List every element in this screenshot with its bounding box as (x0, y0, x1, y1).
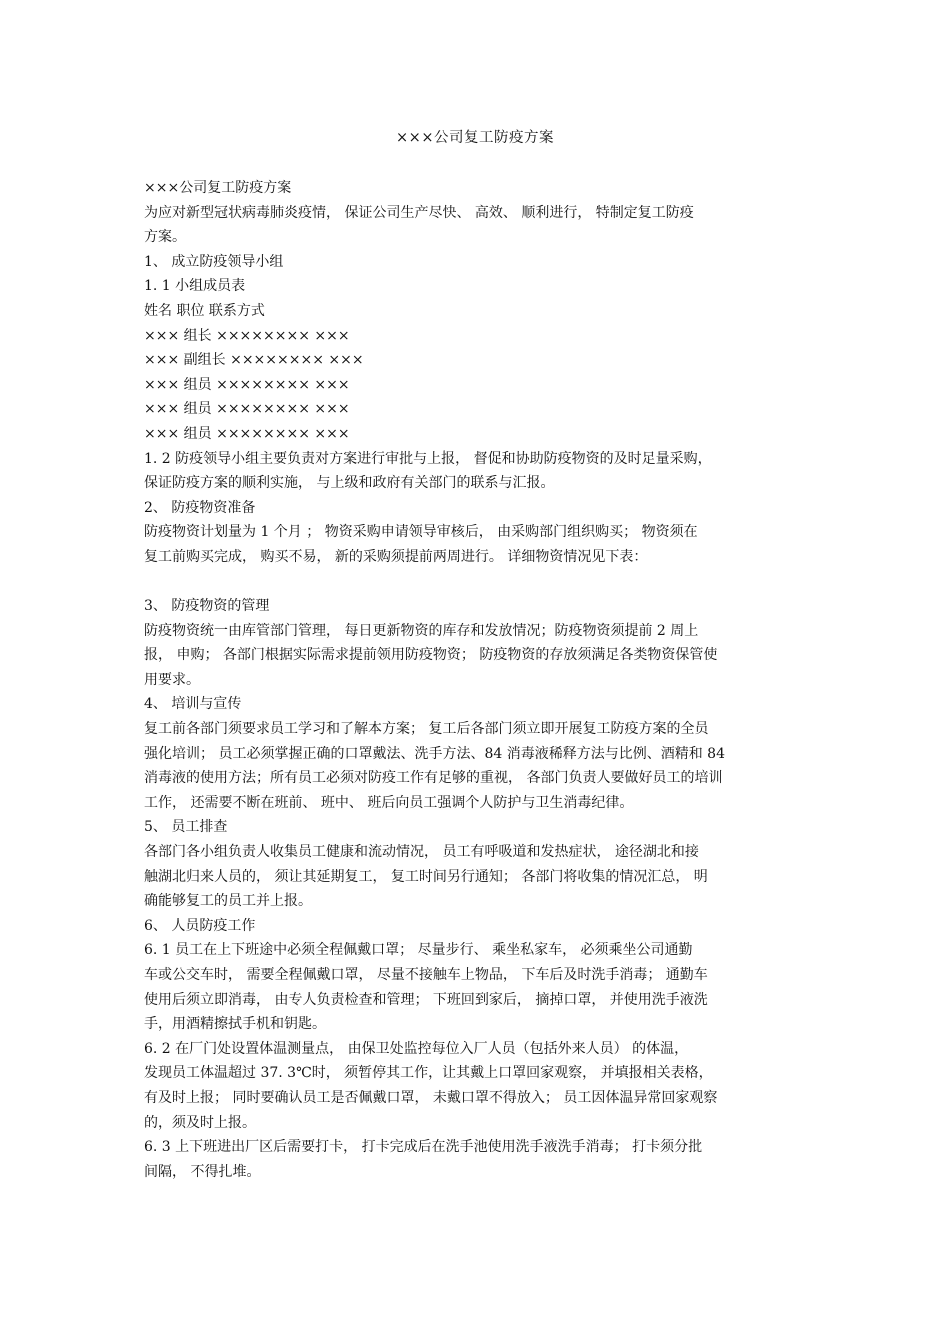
section-5-line-3: 确能够复工的员工并上报。 (144, 893, 312, 910)
section-1-2-line-2: 保证防疫方案的顺利实施， 与上级和政府有关部门的联系与汇报。 (144, 475, 555, 492)
section-6-heading: 6、 人员防疫工作 (144, 917, 256, 934)
section-6-2-line-2: 发现员工体温超过 37. 3℃时， 须暂停其工作，让其戴上口罩回家观察， 并填报相关表格， (144, 1065, 713, 1082)
member-row: ××× 副组长 ×××××××× ××× (144, 352, 364, 369)
member-table-header: 姓名 职位 联系方式 (144, 302, 265, 319)
section-5-line-2: 触湖北归来人员的， 须让其延期复工， 复工时间另行通知； 各部门将收集的情况汇总， 明 (144, 868, 708, 885)
section-2-line-1: 防疫物资计划量为 1 个月 ； 物资采购申请领导审核后， 由采购部门组织购买； 物资须在 (144, 524, 698, 541)
intro-line-2: 方案。 (144, 229, 186, 246)
section-3-line-1: 防疫物资统一由库管部门管理， 每日更新物资的库存和发放情况；防疫物资须提前 2 周上 (144, 622, 699, 639)
section-2-line-2: 复工前购买完成， 购买不易， 新的采购须提前两周进行。 详细物资情况见下表： (144, 548, 648, 565)
section-6-1-line-3: 使用后须立即消毒， 由专人负责检查和管理； 下班回到家后， 摘掉口罩， 并使用洗手液洗 (144, 991, 708, 1008)
section-4-line-3: 消毒液的使用方法；所有员工必须对防疫工作有足够的重视， 各部门负责人要做好员工的培训 (144, 770, 723, 787)
section-3-line-2: 报， 申购； 各部门根据实际需求提前领用防疫物资； 防疫物资的存放须满足各类物资保管使 (144, 647, 718, 664)
section-4-line-2: 强化培训； 员工必须掌握正确的口罩戴法、洗手方法、84 消毒液稀释方法与比例、酒精和 84 (144, 745, 725, 762)
section-6-1-line-2: 车或公交车时， 需要全程佩戴口罩， 尽量不接触车上物品， 下车后及时洗手消毒； 通勤车 (144, 967, 708, 983)
section-5-line-1: 各部门各小组负责人收集员工健康和流动情况， 员工有呼吸道和发热症状， 途径湖北和接 (144, 844, 699, 861)
member-row: ××× 组长 ×××××××× ××× (144, 327, 350, 344)
section-6-2-line-4: 的，须及时上报。 (144, 1114, 256, 1131)
section-1-2-line-1: 1. 2 防疫领导小组主要负责对方案进行审批与上报， 督促和协助防疫物资的及时足量采购， (144, 450, 712, 467)
document-title: ×××公司复工防疫方案 (396, 130, 554, 146)
document-body (144, 176, 814, 1184)
section-4-line-4: 工作， 还需要不断在班前、 班中、 班后向员工强调个人防护与卫生消毒纪律。 (144, 794, 634, 811)
section-6-2-line-1: 6. 2 在厂门处设置体温测量点， 由保卫处监控每位入厂人员（包括外来人员） 的体温， (144, 1040, 689, 1057)
member-row: ××× 组员 ×××××××× ××× (144, 401, 350, 418)
blank-line (144, 570, 814, 595)
section-6-3-line-1: 6. 3 上下班进出厂区后需要打卡， 打卡完成后在洗手池使用洗手液洗手消毒； 打卡须分批 (144, 1139, 703, 1156)
member-row: ××× 组员 ×××××××× ××× (144, 376, 350, 393)
section-3-heading: 3、 防疫物资的管理 (144, 598, 270, 615)
section-1-heading: 1、 成立防疫领导小组 (144, 253, 284, 270)
section-5-heading: 5、 员工排查 (144, 819, 228, 836)
intro-line-1: 为应对新型冠状病毒肺炎疫情， 保证公司生产尽快、 高效、 顺利进行， 特制定复工防疫 (144, 204, 694, 221)
body-heading: ×××公司复工防疫方案 (144, 180, 292, 196)
section-6-3-line-2: 间隔， 不得扎堆。 (144, 1163, 261, 1180)
section-6-1-line-4: 手，用酒精擦拭手机和钥匙。 (144, 1016, 326, 1033)
section-1-1-heading: 1. 1 小组成员表 (144, 278, 246, 295)
section-4-line-1: 复工前各部门须要求员工学习和了解本方案； 复工后各部门须立即开展复工防疫方案的全员 (144, 721, 709, 738)
section-6-2-line-3: 有及时上报； 同时要确认员工是否佩戴口罩， 未戴口罩不得放入； 员工因体温异常回家观察 (144, 1089, 718, 1106)
section-6-1-line-1: 6. 1 员工在上下班途中必须全程佩戴口罩； 尽量步行、 乘坐私家车， 必须乘坐公司通勤 (144, 942, 693, 959)
member-row: ××× 组员 ×××××××× ××× (144, 425, 350, 442)
section-4-heading: 4、 培训与宣传 (144, 696, 242, 713)
section-2-heading: 2、 防疫物资准备 (144, 499, 256, 516)
section-3-line-3: 用要求。 (144, 671, 200, 688)
